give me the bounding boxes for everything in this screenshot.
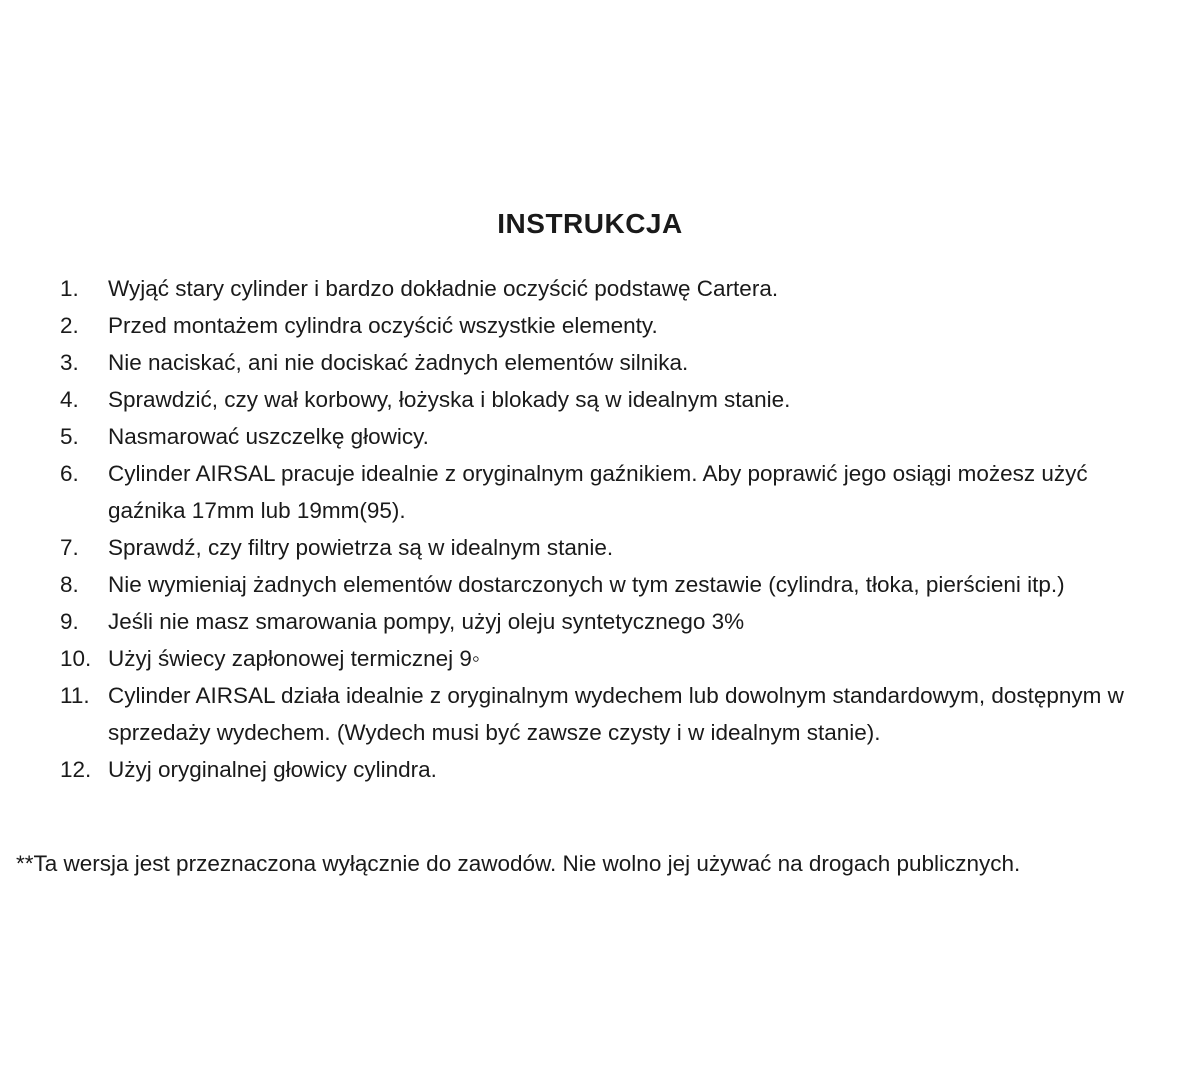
item-text: Jeśli nie masz smarowania pompy, użyj oleju syntetycznego 3% — [108, 609, 745, 634]
item-number: 1. — [60, 276, 79, 301]
list-item — [60, 455, 1170, 529]
item-number: 9. — [60, 609, 79, 634]
item-number: 4. — [60, 387, 79, 412]
item-text: Nasmarować uszczelkę głowicy. — [108, 424, 429, 449]
item-number: 3. — [60, 350, 79, 375]
list-item — [60, 270, 1170, 307]
item-text: Przed montażem cylindra oczyścić wszystkie elementy. — [108, 313, 658, 338]
competition-note: **Ta wersja jest przeznaczona wyłącznie do zawodów. Nie wolno jej używać na drogach publicznych. — [16, 851, 1021, 876]
item-number: 8. — [60, 572, 79, 597]
item-number: 10. — [60, 646, 92, 671]
item-number: 7. — [60, 535, 79, 560]
item-text: Użyj świecy zapłonowej termicznej 9◦ — [108, 646, 480, 671]
list-item — [60, 344, 1170, 381]
item-text: Sprawdź, czy filtry powietrza są w idealnym stanie. — [108, 535, 614, 560]
item-number: 6. — [60, 461, 79, 486]
item-number: 2. — [60, 313, 79, 338]
list-item — [60, 418, 1170, 455]
list-item — [60, 381, 1170, 418]
list-item — [60, 529, 1170, 566]
item-text: Wyjąć stary cylinder i bardzo dokładnie oczyścić podstawę Cartera. — [108, 276, 779, 301]
list-item — [60, 640, 1170, 677]
item-number: 5. — [60, 424, 79, 449]
item-number: 12. — [60, 757, 92, 782]
list-item — [60, 677, 1170, 751]
item-text: Nie naciskać, ani nie dociskać żadnych elementów silnika. — [108, 350, 689, 375]
document-title: INSTRUKCJA — [497, 208, 683, 239]
instruction-list — [60, 270, 1170, 788]
list-item — [60, 307, 1170, 344]
list-item — [60, 751, 1170, 788]
item-number: 11. — [60, 683, 90, 708]
item-text: Cylinder AIRSAL pracuje idealnie z oryginalnym gaźnikiem. Aby poprawić jego osiągi możesz użyć gaźnika 17mm lub 19mm(95). — [108, 461, 1088, 523]
item-text: Sprawdzić, czy wał korbowy, łożyska i blokady są w idealnym stanie. — [108, 387, 791, 412]
item-text: Cylinder AIRSAL działa idealnie z oryginalnym wydechem lub dowolnym standardowym, dostępnym w sprzedaży wydechem. (Wydech musi być zawsze czysty i w idealnym stanie). — [108, 683, 1124, 745]
list-item — [60, 603, 1170, 640]
item-text: Nie wymieniaj żadnych elementów dostarczonych w tym zestawie (cylindra, tłoka, pierścieni itp.) — [108, 572, 1065, 597]
item-text: Użyj oryginalnej głowicy cylindra. — [108, 757, 437, 782]
list-item — [60, 566, 1170, 603]
